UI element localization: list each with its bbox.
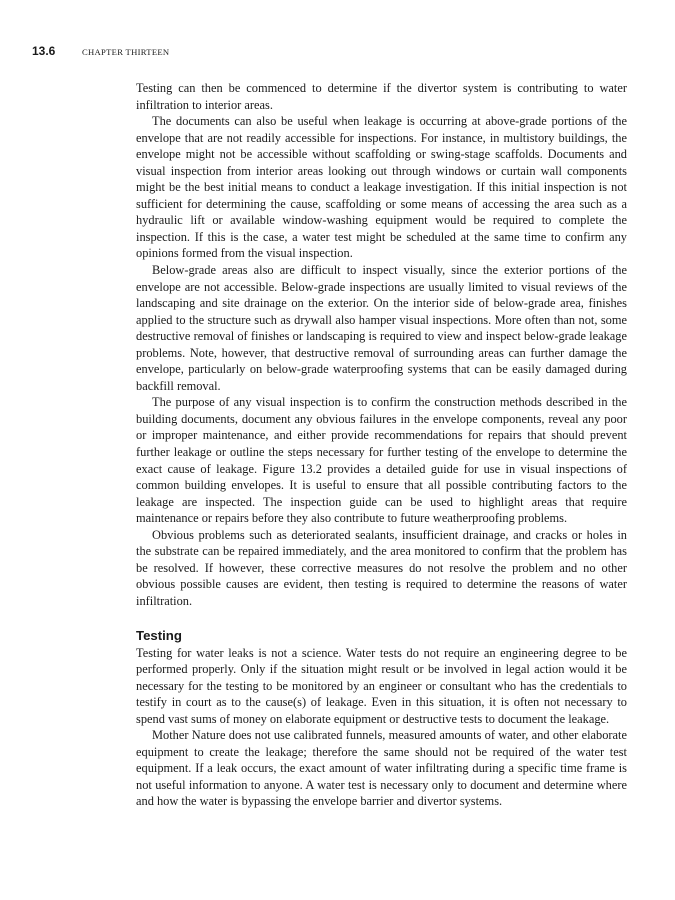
paragraph-continuation: Testing can then be commenced to determine if the divertor system is contributing to water infiltration to interior areas. [136, 81, 627, 112]
paragraph-documents: The documents can also be useful when leakage is occurring at above-grade portions of the envelope that are not readily accessible for inspections. For instance, in multistory buildings, the envelope might not be accessible without scaffolding or swing-stage scaffolds. Documents and visual inspection from interior areas looking out through windows or curtain wall components might be the best initial means to conduct a leakage investigation. If this initial inspection is not sufficient for determining the cause, scaffolding or some means of accessing the area such as a hydraulic lift or available window-washing equipment would be required to complete the inspection. If this is the case, a water test might be scheduled at the same time to confirm any opinions formed from the visual inspection. [136, 114, 627, 261]
paragraph-obvious-problems: Obvious problems such as deteriorated sealants, insufficient drainage, and cracks or holes in the substrate can be repaired immediately, and the area monitored to confirm that the problem has be resolved. If however, these corrective measures do not resolve the problem and no other obvious possible causes are evident, then testing is required to determine the reasons of water infiltration. [136, 527, 627, 608]
paragraph-below-grade: Below-grade areas also are difficult to inspect visually, since the exterior portions of the envelope are not accessible. Below-grade inspections are usually limited to visual reviews of the landscaping and site drainage on the exterior. On the interior side of below-grade area, finishes applied to the structure such as drywall also hamper visual inspections. More often than not, some destructive removal of finishes or landscaping is required to view and inspect below-grade leakage problems. Note, however, that destructive removal of surrounding areas can further damage the envelope, particularly on below-grade waterproofing systems that can be easily damaged during backfill removal. [136, 263, 627, 393]
paragraph-visual-inspection-purpose: The purpose of any visual inspection is to confirm the construction methods described in the building documents, document any obvious failures in the envelope components, reveal any poor or improper maintenance, and either provide recommendations for repairs that should prevent further leakage or outline the steps necessary for further testing of the envelope to determine the exact cause of leakage. Figure 13.2 provides a detailed guide for use in visual inspections of common building envelopes. It is useful to ensure that all possible contributing factors to the leakage are inspected. The inspection guide can be used to highlight areas that require maintenance or repairs before they also contribute to future weatherproofing problems. [136, 395, 627, 526]
chapter-label: CHAPTER THIRTEEN [82, 47, 170, 57]
running-head [32, 44, 169, 60]
paragraph-testing-intro: Testing for water leaks is not a science. Water tests do not require an engineering degree to be performed properly. Only if the situation might result or be involved in legal action would it be necessary for the testing to be monitored by an engineer or consultant who has the credentials to testify in court as to the cause(s) of leakage. Even in this situation, it is often not necessary to spend vast sums of money on elaborate equipment or destructive tests to document the leakage. [136, 645, 627, 726]
body-text [136, 80, 627, 810]
paragraph-mother-nature: Mother Nature does not use calibrated funnels, measured amounts of water, and other elaborate equipment to create the leakage; therefore the same should not be required of the water test equipment. If a leak occurs, the exact amount of water infiltrating during a specific time frame is not useful information to anyone. A water test is necessary only to document and determine where and how the water is bypassing the envelope barrier and divertor systems. [136, 728, 627, 809]
section-heading: Testing [136, 627, 182, 643]
page-number: 13.6 [32, 44, 56, 58]
